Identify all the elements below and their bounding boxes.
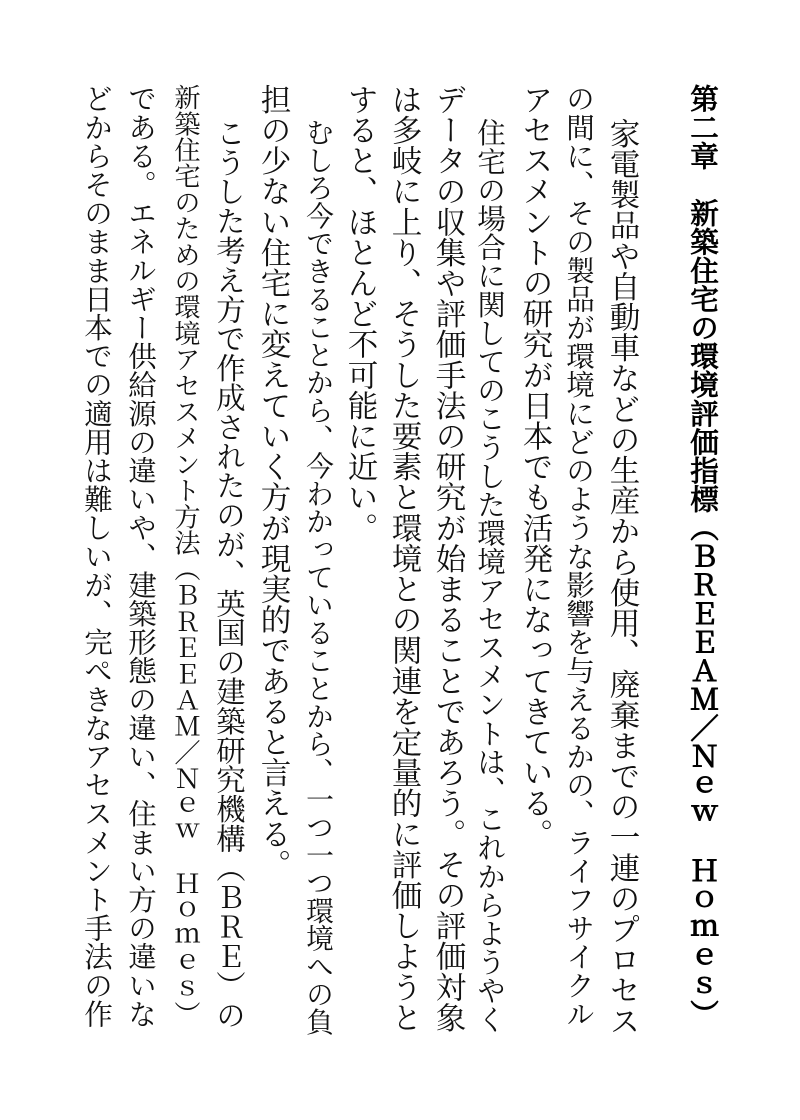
text-column-7: すると、ほとんど不可能に近い。	[342, 84, 377, 543]
text-column-8: むしろ今できることから、今わかっていることから、一つ一つ環境への負	[301, 118, 334, 1036]
text-column-4: 住宅の場合に関してのこうした環境アセスメントは、これからようやく	[473, 118, 507, 1034]
text-column-6: は多岐に上り、そうした要素と環境との関連を定量的に評価しようと	[386, 84, 421, 1033]
text-column-9: 担の少ない住宅に変えていく方が現実的であると言える。	[255, 84, 290, 880]
text-column-11: 新築住宅のための環境アセスメント方法（ＢＲＥＥＡＭ／Ｎｅｗ Ｈｏｍｅｓ）	[170, 84, 200, 1028]
text-column-3: アセスメントの研究が日本でも活発になってきている。	[517, 84, 552, 849]
text-column-13: どからそのまま日本での適用は難しいが、完ぺきなアセスメント手法の作	[80, 84, 114, 1028]
text-column-5: データの収集や評価手法の研究が始まることであろう。その評価対象	[430, 84, 465, 1033]
chapter-title: 第二章 新築住宅の環境評価指標（ＢＲＥＥＡＭ／Ｎｅｗ Ｈｏｍｅｓ）	[686, 84, 720, 1028]
text-column-2: の間に、その製品が環境にどのような影響を与えるかの、ライフサイクル	[562, 84, 596, 1028]
text-column-1: 家電製品や自動車などの生産から使用、廃棄までの一連のプロセス	[604, 118, 639, 1036]
text-column-12: である。エネルギー供給源の違いや、建築形態の違い、住まい方の違いな	[124, 84, 158, 1028]
text-column-10: こうした考え方で作成されたのが、英国の建築研究機構（ＢＲＥ）の	[212, 118, 246, 1030]
